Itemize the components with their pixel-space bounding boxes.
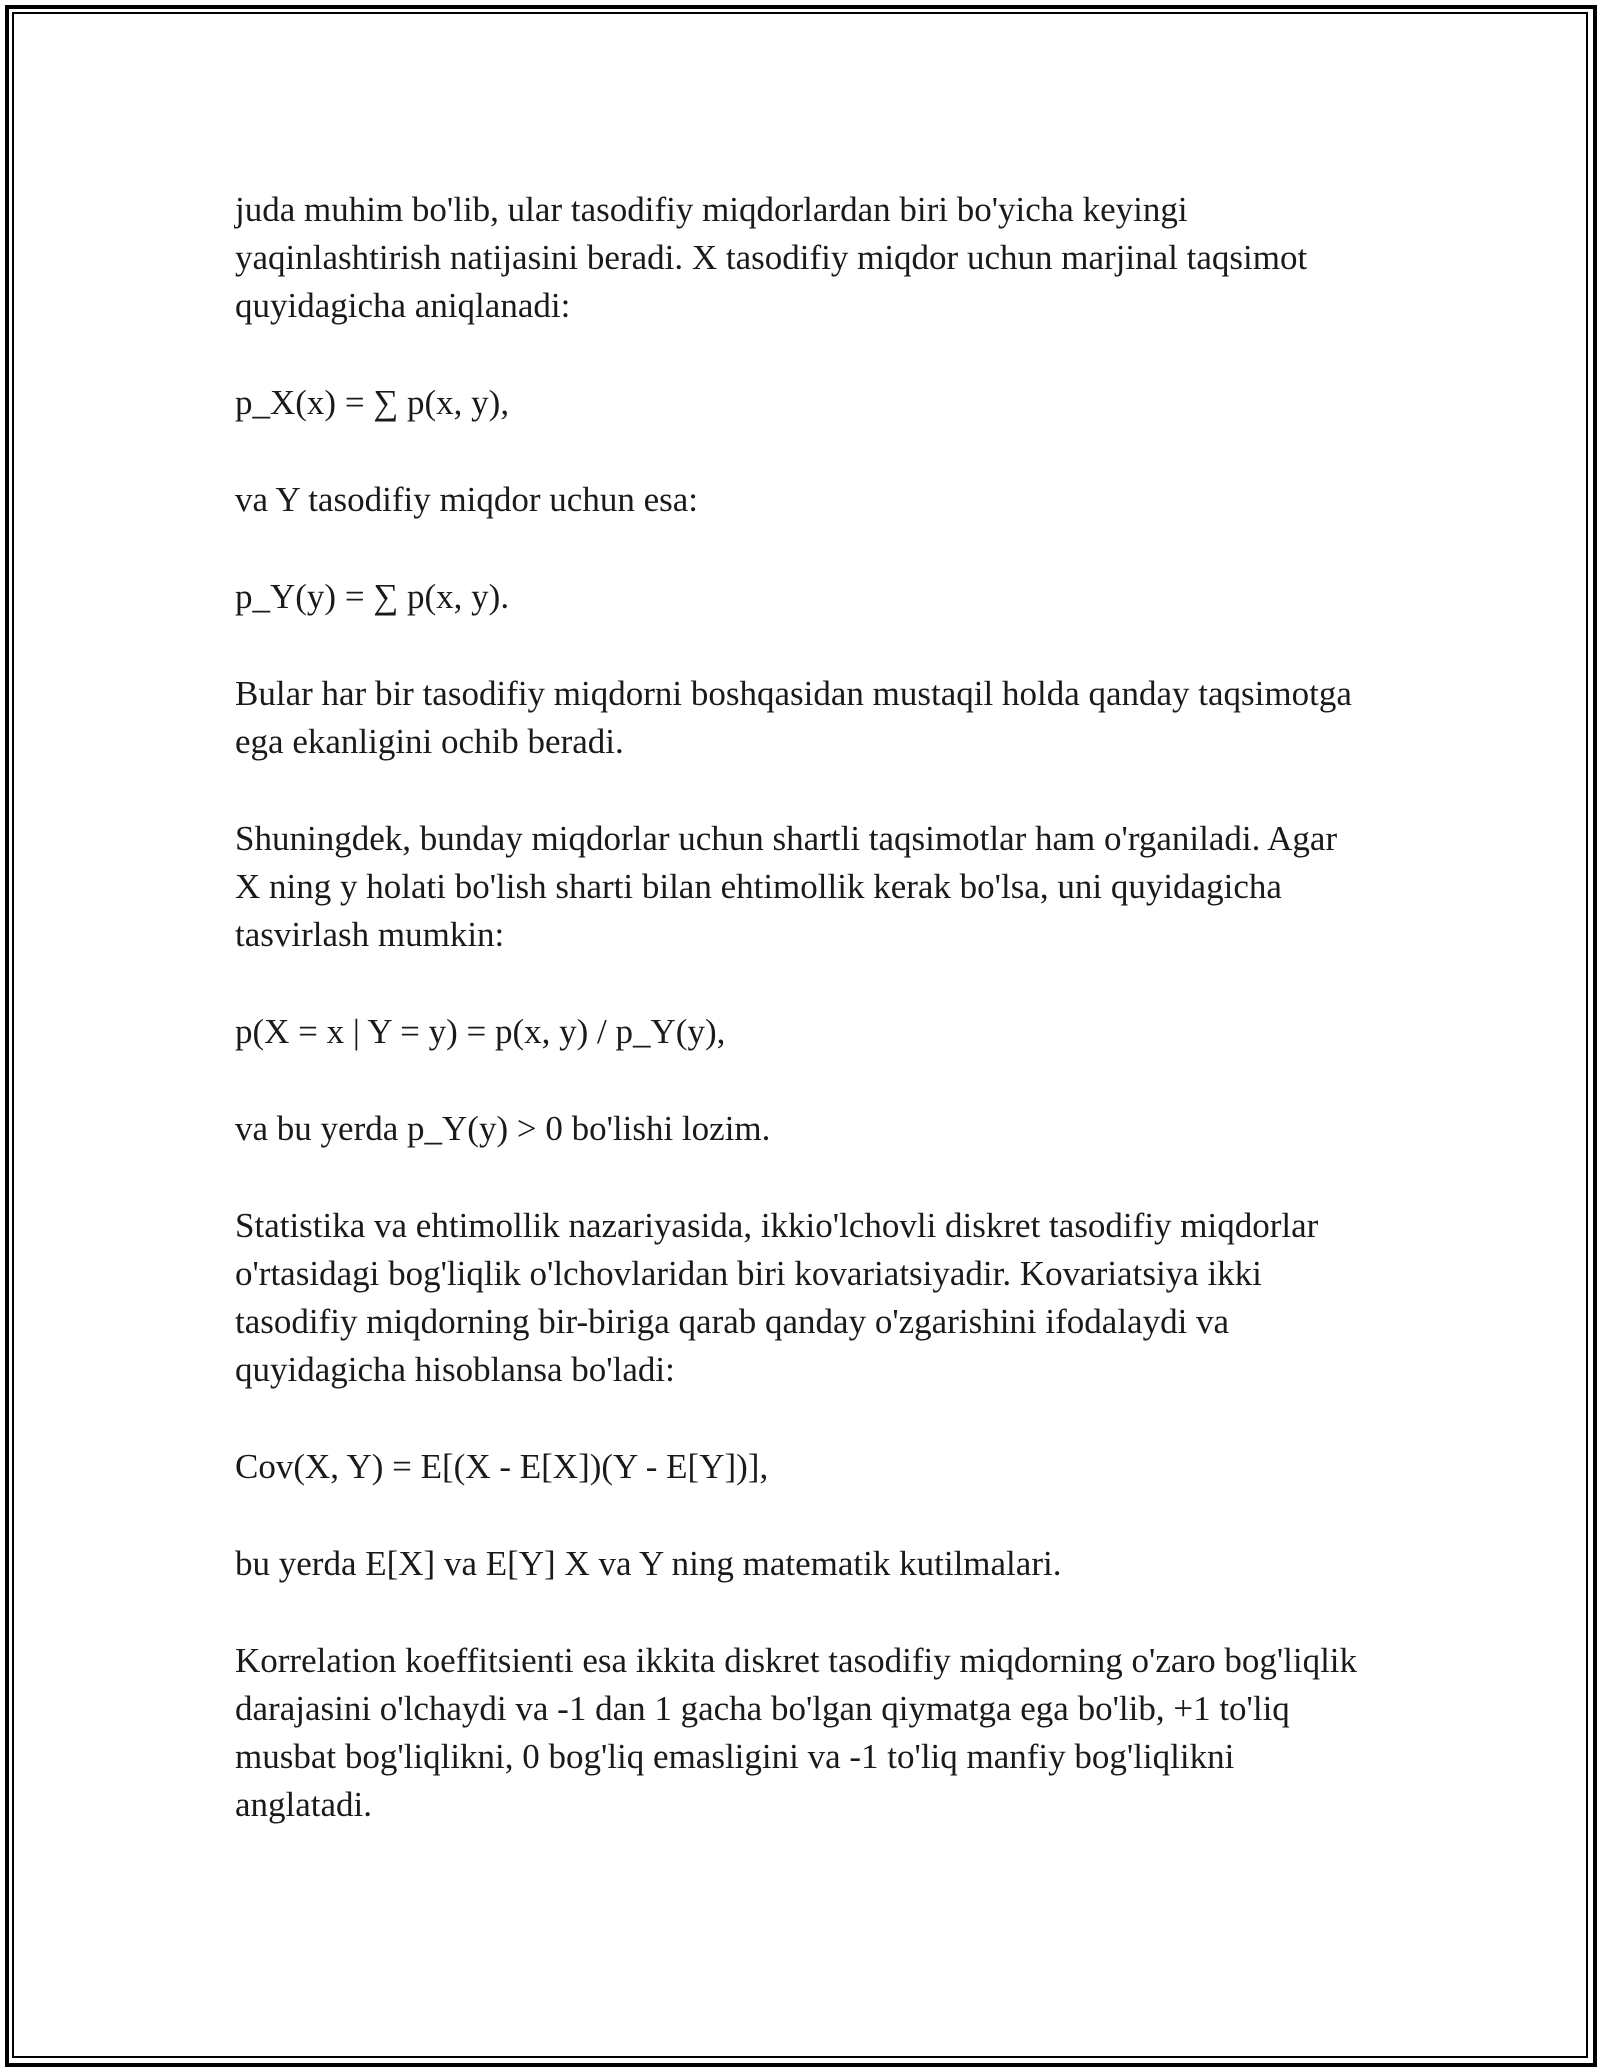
paragraph-covariance-intro: Statistika va ehtimollik nazariyasida, ikkio'lchovli diskret tasodifiy miqdorlar o'rtasidagi bog'liqlik o'lchovlaridan biri kovariatsiyadir. Kovariatsiya ikki tasodifiy miqdorning bir-biriga qarab qanday o'zgarishini ifodalaydi va quyidagicha hisoblansa bo'ladi: (235, 1206, 1319, 1389)
formula-covariance: Cov(X, Y) = E[(X - E[X])(Y - E[Y])], (235, 1447, 769, 1486)
document-body (235, 186, 1365, 1878)
paragraph-marginal-meaning: Bular har bir tasodifiy miqdorni boshqasidan mustaqil holda qanday taqsimotga ega ekanligini ochib beradi. (235, 674, 1352, 761)
formula-marginal-y: p_Y(y) = ∑ p(x, y). (235, 577, 510, 616)
formula-conditional: p(X = x | Y = y) = p(x, y) / p_Y(y), (235, 1012, 726, 1051)
paragraph-conditional-condition: va bu yerda p_Y(y) > 0 bo'lishi lozim. (235, 1109, 771, 1148)
paragraph-marginal-y-intro: va Y tasodifiy miqdor uchun esa: (235, 480, 698, 519)
paragraph-marginal-intro: juda muhim bo'lib, ular tasodifiy miqdorlardan biri bo'yicha keyingi yaqinlashtirish natijasini beradi. X tasodifiy miqdor uchun marjinal taqsimot quyidagicha aniqlanadi: (235, 190, 1308, 325)
paragraph-conditional-intro: Shuningdek, bunday miqdorlar uchun shartli taqsimotlar ham o'rganiladi. Agar X ning y holati bo'lish sharti bilan ehtimollik kerak bo'lsa, uni quyidagicha tasvirlash mumkin: (235, 819, 1338, 954)
formula-marginal-x: p_X(x) = ∑ p(x, y), (235, 383, 510, 422)
paragraph-expectations: bu yerda E[X] va E[Y] X va Y ning matematik kutilmalari. (235, 1544, 1062, 1583)
paragraph-correlation: Korrelation koeffitsienti esa ikkita diskret tasodifiy miqdorning o'zaro bog'liqlik darajasini o'lchaydi va -1 dan 1 gacha bo'lgan qiymatga ega bo'lib, +1 to'liq musbat bog'liqlikni, 0 bog'liq emasligini va -1 to'liq manfiy bog'liqlikni anglatadi. (235, 1641, 1358, 1824)
